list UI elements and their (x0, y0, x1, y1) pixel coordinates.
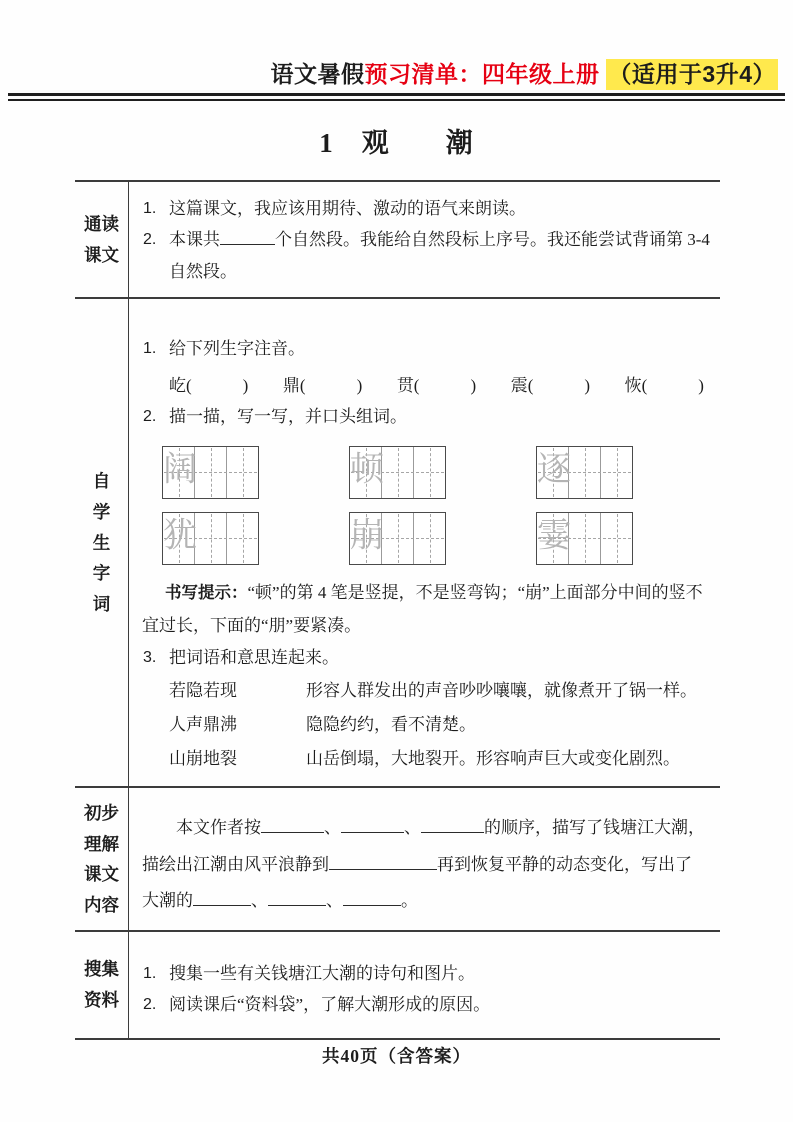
fill-text: 、 (404, 818, 421, 838)
char-cell (227, 447, 258, 498)
item-number: 2. (143, 996, 157, 1014)
row-header-line: 字 (92, 563, 111, 584)
item-number: 1. (143, 965, 157, 983)
row-header-line: 词 (92, 593, 111, 614)
item-text: 个自然段。我能给自然段标上序号。我还能尝试背诵第 3-4 自然段。 (169, 230, 710, 281)
match-row (169, 674, 712, 708)
char-cell (382, 447, 414, 498)
char-cell (163, 513, 195, 564)
match-meaning: 形容人群发出的声音吵吵嚷嚷，就像煮开了锅一样。 (306, 681, 697, 701)
trace-character: 霎 (537, 517, 571, 555)
list-item (142, 989, 712, 1020)
row-header-line: 课文 (84, 244, 119, 265)
row-header-read-text (75, 182, 128, 297)
char-cell (195, 447, 227, 498)
trace-character: 犹 (163, 517, 197, 555)
trace-character: 阔 (163, 451, 197, 489)
char-practice-row (162, 446, 712, 499)
row-header-line: 学 (92, 501, 111, 522)
row-header-collect-materials (75, 932, 128, 1038)
fill-text: 、 (251, 891, 268, 911)
char-practice-box (536, 512, 633, 565)
row-content-self-study-words (128, 299, 720, 786)
row-content-understand-content (128, 788, 720, 930)
row-header-line: 资料 (84, 990, 119, 1011)
match-list (169, 674, 712, 776)
match-word: 人声鼎沸 (169, 715, 237, 735)
header-red-text: 预习清单：四年级上册 (364, 61, 600, 87)
match-meaning: 隐隐约约，看不清楚。 (306, 715, 476, 735)
blank-line (193, 891, 251, 906)
blank-line (341, 818, 404, 833)
list-item (142, 642, 712, 776)
fill-text: 。 (401, 891, 418, 911)
row-header-line: 搜集 (84, 959, 119, 980)
pinyin-item: 鼎( ) (282, 375, 363, 395)
item-number: 1. (143, 340, 157, 358)
match-word: 若隐若现 (169, 681, 237, 701)
header-black-text: 语文暑假 (270, 61, 365, 87)
item-text: 这篇课文，我应该用期待、激动的语气来朗读。 (169, 199, 526, 218)
page-footer: 共40页（含答案） (322, 1046, 471, 1066)
pinyin-item: 恢( ) (624, 375, 704, 395)
row-header-line: 自 (92, 471, 111, 492)
header-highlight-text: （适用于3升4） (606, 59, 778, 90)
char-cell (163, 447, 195, 498)
char-cell (350, 447, 382, 498)
match-word: 山崩地裂 (169, 749, 237, 769)
list-item (142, 333, 712, 401)
trace-character: 逐 (537, 451, 571, 489)
item-text: 阅读课后“资料袋”，了解大潮形成的原因。 (169, 995, 491, 1015)
char-practice-box (536, 446, 633, 499)
row-header-self-study-words (75, 299, 128, 786)
blank-line (329, 855, 437, 870)
list-item (142, 193, 712, 224)
writing-tip-label: 书写提示： (165, 583, 248, 602)
pinyin-item: 贯( ) (396, 375, 477, 395)
char-practice-box (162, 512, 259, 565)
table-row-collect-materials (75, 930, 720, 1038)
blank-line (343, 891, 401, 906)
char-cell (601, 513, 632, 564)
row-content-read-text (128, 182, 720, 297)
fill-text: 的顺序，描写了钱塘江大潮，描绘出江潮由风平浪静到 (142, 818, 705, 874)
char-cell (195, 513, 227, 564)
char-practice-row (162, 512, 712, 565)
pinyin-item: 屹( ) (169, 375, 249, 395)
fill-text: 本文作者按 (176, 818, 261, 838)
trace-character: 顿 (350, 451, 384, 489)
list-item (142, 224, 712, 287)
table-row-self-study-words (75, 297, 720, 786)
char-cell (569, 513, 601, 564)
char-practice-box (349, 512, 446, 565)
row-header-line: 内容 (84, 894, 119, 915)
row-header-line: 生 (92, 532, 111, 553)
item-text: 本课共 (169, 230, 220, 250)
match-row (169, 742, 712, 776)
blank-line (268, 891, 326, 906)
header-double-rule (8, 93, 785, 101)
item-text: 把词语和意思连起来。 (169, 647, 339, 667)
doc-header-title (271, 56, 778, 89)
item-number: 2. (143, 231, 157, 249)
item-number: 1. (143, 200, 157, 217)
list-item (142, 958, 712, 989)
writing-tip-text: “顿”的第 4 笔是竖提，不是竖弯钩；“崩”上面部分中间的竖不宜过长，下面的“朋”要紧凑。 (142, 582, 703, 635)
writing-tip (142, 576, 712, 642)
item-text: 给下列生字注音。 (169, 339, 305, 359)
pinyin-row (169, 370, 704, 401)
list-item (142, 401, 712, 432)
fill-text: 、 (326, 891, 343, 911)
row-header-line: 通读 (84, 214, 119, 235)
char-cell (537, 447, 569, 498)
pinyin-item: 震( ) (510, 375, 591, 395)
fill-text: 、 (324, 818, 341, 838)
row-header-understand-content (75, 788, 128, 930)
item-number: 2. (143, 408, 157, 426)
char-cell (414, 513, 445, 564)
char-cell (601, 447, 632, 498)
char-cell (350, 513, 382, 564)
blank-line (220, 230, 275, 245)
row-header-line: 理解 (84, 833, 119, 854)
blank-line (421, 818, 484, 833)
item-number: 3. (143, 648, 157, 666)
page-title: 1 观 潮 (319, 128, 474, 158)
match-meaning: 山岳倒塌，大地裂开。形容响声巨大或变化剧烈。 (306, 749, 680, 769)
table-row-understand-content (75, 786, 720, 930)
fill-text: 再到恢复平静的动态变化，写出了大潮的 (142, 854, 692, 911)
char-cell (414, 447, 445, 498)
fill-in-paragraph (142, 810, 708, 920)
trace-character: 崩 (350, 517, 384, 555)
table-row-read-text (75, 180, 720, 297)
char-cell (569, 447, 601, 498)
item-text: 搜集一些有关钱塘江大潮的诗句和图片。 (169, 964, 475, 984)
row-content-collect-materials (128, 932, 720, 1038)
row-header-line: 课文 (84, 864, 119, 885)
char-practice-box (162, 446, 259, 499)
row-header-line: 初步 (84, 802, 119, 823)
worksheet-table (75, 180, 720, 1040)
char-practice-box (349, 446, 446, 499)
match-row (169, 708, 712, 742)
char-cell (537, 513, 569, 564)
char-cell (227, 513, 258, 564)
blank-line (261, 818, 324, 833)
char-cell (382, 513, 414, 564)
item-text: 描一描，写一写，并口头组词。 (169, 407, 407, 427)
